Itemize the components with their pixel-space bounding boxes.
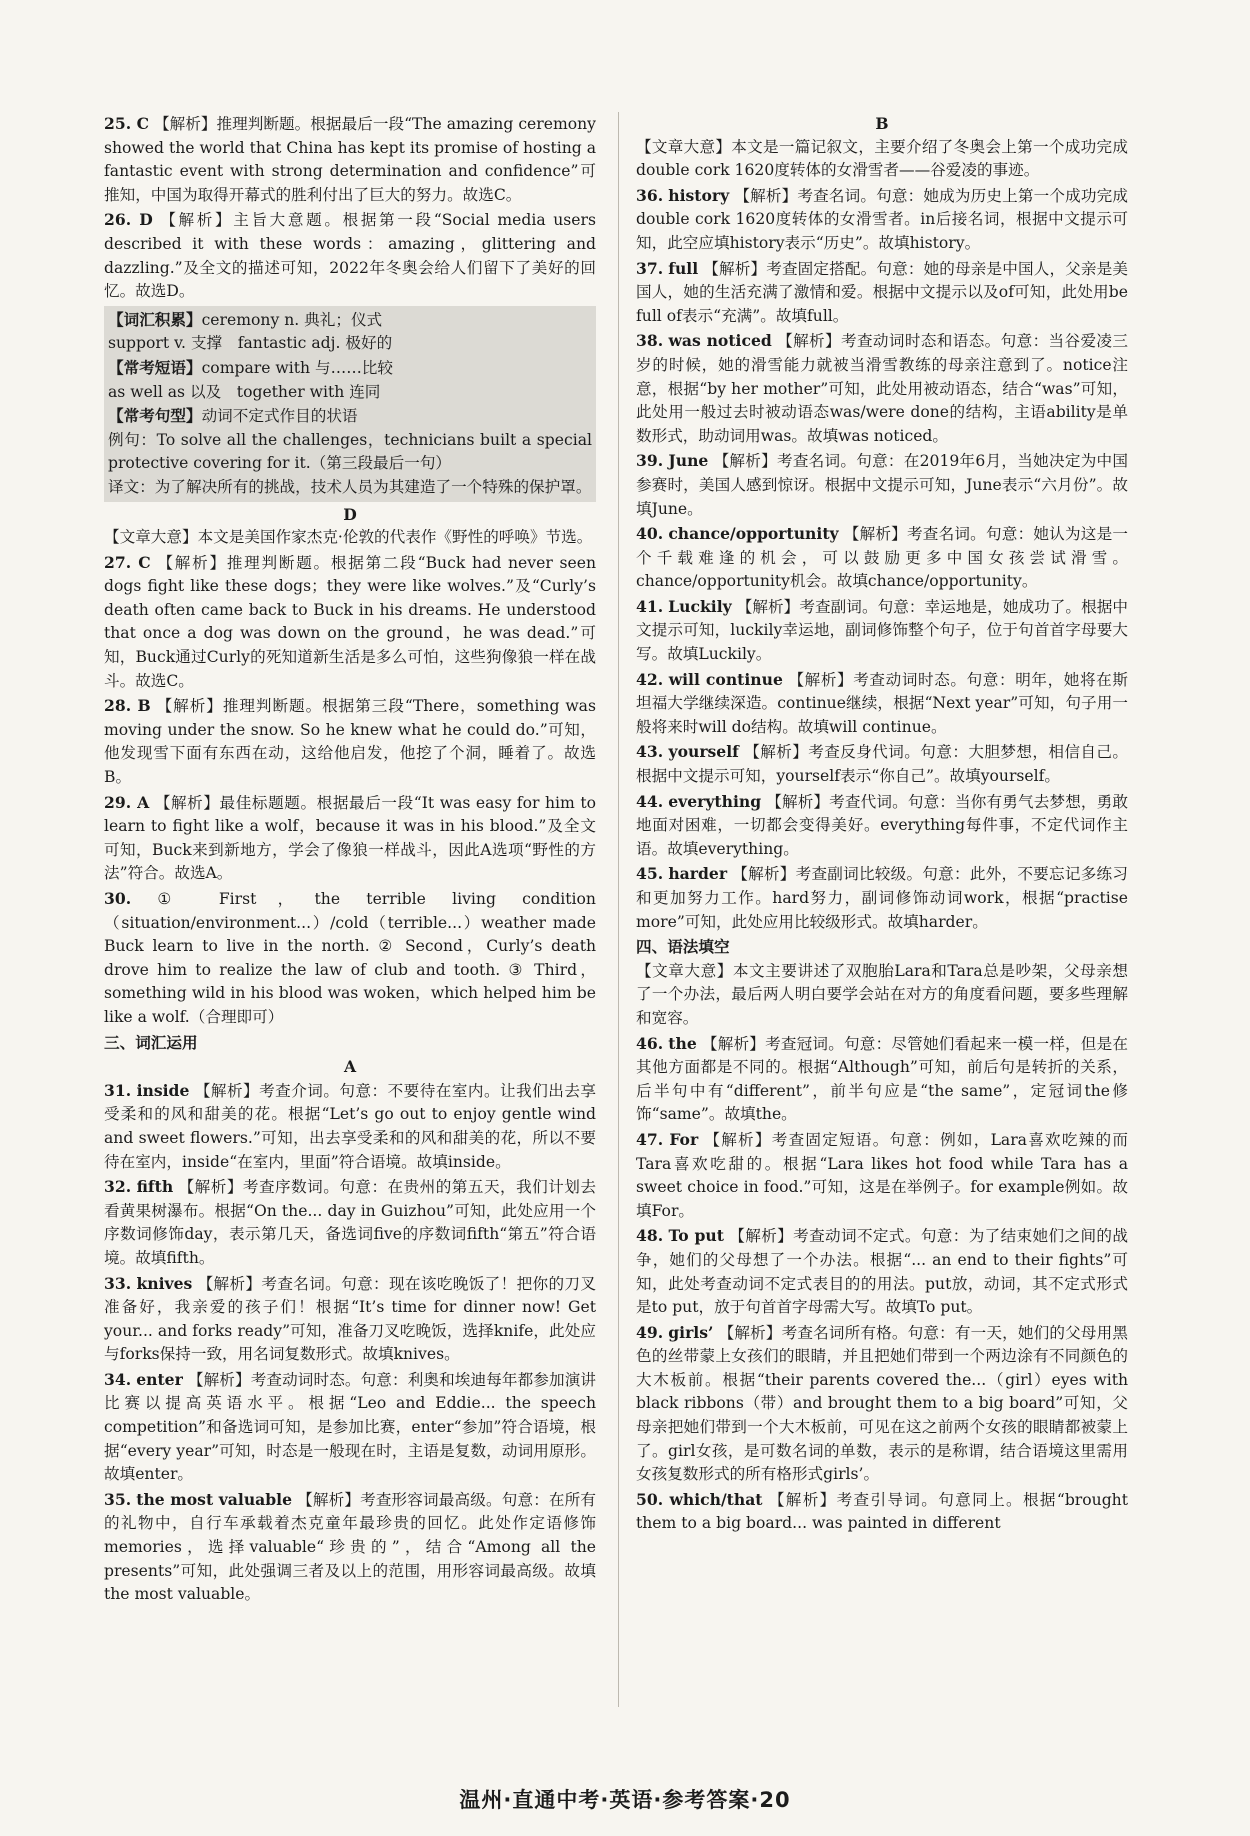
section-d-heading: D [343,504,357,524]
answer-number: 26. D [104,210,153,230]
answer-34: 34. enter 【解析】考查动词时态。句意：利奥和埃迪每年都参加演讲比赛以提高英语水平。根据“Leo and Eddie... the speech competition”和备选词可知，是参加比赛，enter“参加”符合语境，根据“every year”可知，时态是一般现在时，主语是复数，动词用原形。故填enter。 [104,1369,596,1484]
section-four-heading: 四、语法填空 [636,937,730,957]
section-b-heading: B [875,114,889,133]
answer-explanation: 【解析】主旨大意题。根据第一段“Social media users described it with these words：amazing，glittering and dazzling.”及全文的描述可知，2022年冬奥会给人们留下了美好的回忆。故选D。 [104,211,596,301]
answer-42: 42. will continue 【解析】考查动词时态。句意：明年，她将在斯坦福大学继续深造。continue继续，根据“Next year”可知，句子用一般将来时will do结构。故填will continue。 [636,669,1128,736]
answer-48: 48. To put 【解析】考查动词不定式。句意：为了结束她们之间的战争，她们的父母想了一个办法。根据“... an end to their fights”可知，此处考查动词不定式表目的的用法。put放，动词，其不定式形式是to put，放于句首首字母需大写。故填To put。 [636,1226,1128,1317]
answer-28: 28. B 【解析】推理判断题。根据第三段“There，something was moving under the snow. So he knew what he could do.”可知，他发现雪下面有东西在动，这给他启发，他挖了个洞，睡着了。故选B。 [104,696,596,787]
answer-40: 40. chance/opportunity 【解析】考查名词。句意：她认为这是一个千载难逢的机会，可以鼓励更多中国女孩尝试滑雪。chance/opportunity机会。故填chance/opportunity。 [636,524,1128,591]
answer-explanation: 【解析】推理判断题。根据最后一段“The amazing ceremony showed the world that China has kept its promise of hosting a fantastic event with strong determination and confidence”可推知，中国为取得开幕式的胜利付出了巨大的努力。故选C。 [104,115,596,204]
answer-29: 29. A 【解析】最佳标题题。根据最后一段“It was easy for him to learn to fight like a wolf，because it was in his blood.”及全文可知，Buck来到新地方，学会了像狼一样战斗，因此A选项“野性的方法”符合。故选A。 [104,792,596,883]
answer-36: 36. history 【解析】考查名词。句意：她成为历史上第一个成功完成double cork 1620度转体的女滑雪者。in后接名词，根据中文提示可知，此空应填history表示“历史”。故填history。 [636,185,1128,252]
vocab-line: support v. 支撑 fantastic adj. 极好的 [108,334,393,353]
answer-39: 39. June 【解析】考查名词。句意：在2019年6月，当她决定为中国参赛时，美国人感到惊讶。根据中文提示可知，June表示“六月份”。故填June。 [636,451,1128,518]
answer-46: 46. the 【解析】考查冠词。句意：尽管她们看起来一模一样，但是在其他方面都是不同的。根据“Although”可知，前后句是转折的关系，后半句中有“different”，前半句应是“the same”，定冠词the修饰“same”。故填the。 [636,1033,1128,1124]
answer-45: 45. harder 【解析】考查副词比较级。句意：此外，不要忘记多练习和更加努力工作。hard努力，副词修饰动词work，根据“practise more”可知，此处应用比较级形式。故填harder。 [636,864,1128,931]
answer-50: 50. which/that 【解析】考查引导词。句意同上。根据“brought them to a big board... was painted in different [636,1489,1128,1533]
vocab-line: 【词汇积累】ceremony n. 典礼；仪式 [108,309,383,329]
answer-25 [104,112,596,207]
answer-43: 43. yourself 【解析】考查反身代词。句意：大胆梦想，相信自己。根据中文提示可知，yourself表示“你自己”。故填yourself。 [636,742,1128,786]
answer-38: 38. was noticed 【解析】考查动词时态和语态。句意：当谷爱凌三岁的时候，她的滑雪能力就被当滑雪教练的母亲注意到了。notice注意，根据“by her mother”可知，此处用被动语态，结合“was”可知，此处用一般过去时被动语态was/were done的结构，主语ability是单数形式，助动词用was。故填was noticed。 [636,331,1128,445]
answer-31: 31. inside 【解析】考查介词。句意：不要待在室内。让我们出去享受柔和的风和甜美的花。根据“Let’s go out to enjoy gentle wind and sweet flowers.”可知，出去享受柔和的风和甜美的花，所以不要待在室内，inside“在室内，里面”符合语境。故填inside。 [104,1080,596,1171]
answer-number: 25. C [104,114,150,133]
answer-26 [104,208,596,303]
summary-c: 【文章大意】本文主要讲述了双胞胎Lara和Tara总是吵架，父母亲想了一个办法，最后两人明白要学会站在对方的角度看问题，要多些理解和宽容。 [636,961,1128,1027]
section-three-heading: 三、词汇运用 [104,1032,198,1052]
summary-d: 【文章大意】本文是美国作家杰克·伦敦的代表作《野性的呼唤》节选。 [104,528,593,547]
vocabulary-box [104,306,596,502]
answer-44: 44. everything 【解析】考查代词。句意：当你有勇气去梦想，勇敢地面对困难，一切都会变得美好。everything每件事，不定代词作主语。故填everything。 [636,791,1128,858]
vocab-line: 译文：为了解决所有的挑战，技术人员为其建造了一个特殊的保护罩。 [108,477,592,496]
vocab-line: as well as 以及 together with 连同 [108,382,381,401]
page-footer: 温州·直通中考·英语·参考答案·20 [459,1788,791,1812]
summary-b: 【文章大意】本文是一篇记叙文，主要介绍了冬奥会上第一个成功完成double cork 1620度转体的女滑雪者——谷爱凌的事迹。 [636,137,1128,180]
answer-37: 37. full 【解析】考查固定搭配。句意：她的母亲是中国人，父亲是美国人，她的生活充满了激情和爱。根据中文提示以及of可知，此处用be full of表示“充满”。故填full。 [636,258,1128,325]
right-column [636,112,1128,1537]
answer-47: 47. For 【解析】考查固定短语。句意：例如，Lara喜欢吃辣的而Tara喜欢吃甜的。根据“Lara likes hot food while Tara has a sweet choice in food.”可知，这是在举例子。for example例如。故填For。 [636,1129,1128,1220]
section-a-heading: A [343,1057,357,1077]
answer-49: 49. girls’ 【解析】考查名词所有格。句意：有一天，她们的父母用黑色的丝带蒙上女孩们的眼睛，并且把她们带到一个两边涂有不同颜色的大木板前。根据“their parents covered the...（girl）eyes with black ribbons（带）and brought them to a big board”可知，父母亲把她们带到一个大木板前，可见在这之前两个女孩的眼睛都被蒙上了。girl女孩，是可数名词的单数，表示的是称谓，结合语境这里需用女孩复数形式的所有格形式girls’。 [636,1322,1128,1484]
answer-32: 32. fifth 【解析】考查序数词。句意：在贵州的第五天，我们计划去看黄果树瀑布。根据“On the... day in Guizhou”可知，此处应用一个序数词修饰day，表示第几天，备选词five的序数词fifth“第五”符合语境。故填fifth。 [104,1177,596,1267]
vocab-line: 【常考短语】compare with 与……比较 [108,357,393,377]
answer-30: 30. ① First，the terrible living condition（situation/environment...）/cold（terrible...）weather made Buck learn to live in the north. ② Second，Curly’s death drove him to realize the law of club and tooth. ③ Third，something wild in his blood was woken，which helped him be like a wolf.（合理即可） [104,889,596,1026]
vocab-line: 例句：To solve all the challenges，technicians built a special protective covering for it.（第三段最后一句） [108,430,592,473]
answer-41: 41. Luckily 【解析】考查副词。句意：幸运地是，她成功了。根据中文提示可知，luckily幸运地，副词修饰整个句子，位于句首首字母要大写。故填Luckily。 [636,596,1128,664]
left-column [104,112,596,1608]
answer-35: 35. the most valuable 【解析】考查形容词最高级。句意：在所有的礼物中，自行车承载着杰克童年最珍贵的回忆。此处作定语修饰memories，选择valuable“珍贵的”，结合“Among all the presents”可知，此处强调三者及以上的范围，用形容词最高级。故填the most valuable。 [104,1489,596,1604]
vocab-line: 【常考句型】动词不定式作目的状语 [108,406,358,426]
answer-27: 27. C 【解析】推理判断题。根据第二段“Buck had never seen dogs fight like these dogs；they were like wolves.”及“Curly’s death often came back to Buck in his dreams. He understood that once a dog was down on the ground，he was dead.”可知，Buck通过Curly的死知道新生活是多么可怕，这些狗像狼一样在战斗。故选C。 [104,552,596,690]
column-divider [618,112,619,1707]
answer-33: 33. knives 【解析】考查名词。句意：现在该吃晚饭了！把你的刀叉准备好，我亲爱的孩子们！根据“It’s time for dinner now! Get your... and forks ready”可知，准备刀叉吃晚饭，选择knife，此处应与forks保持一致，用名词复数形式。故填knives。 [104,1273,596,1364]
